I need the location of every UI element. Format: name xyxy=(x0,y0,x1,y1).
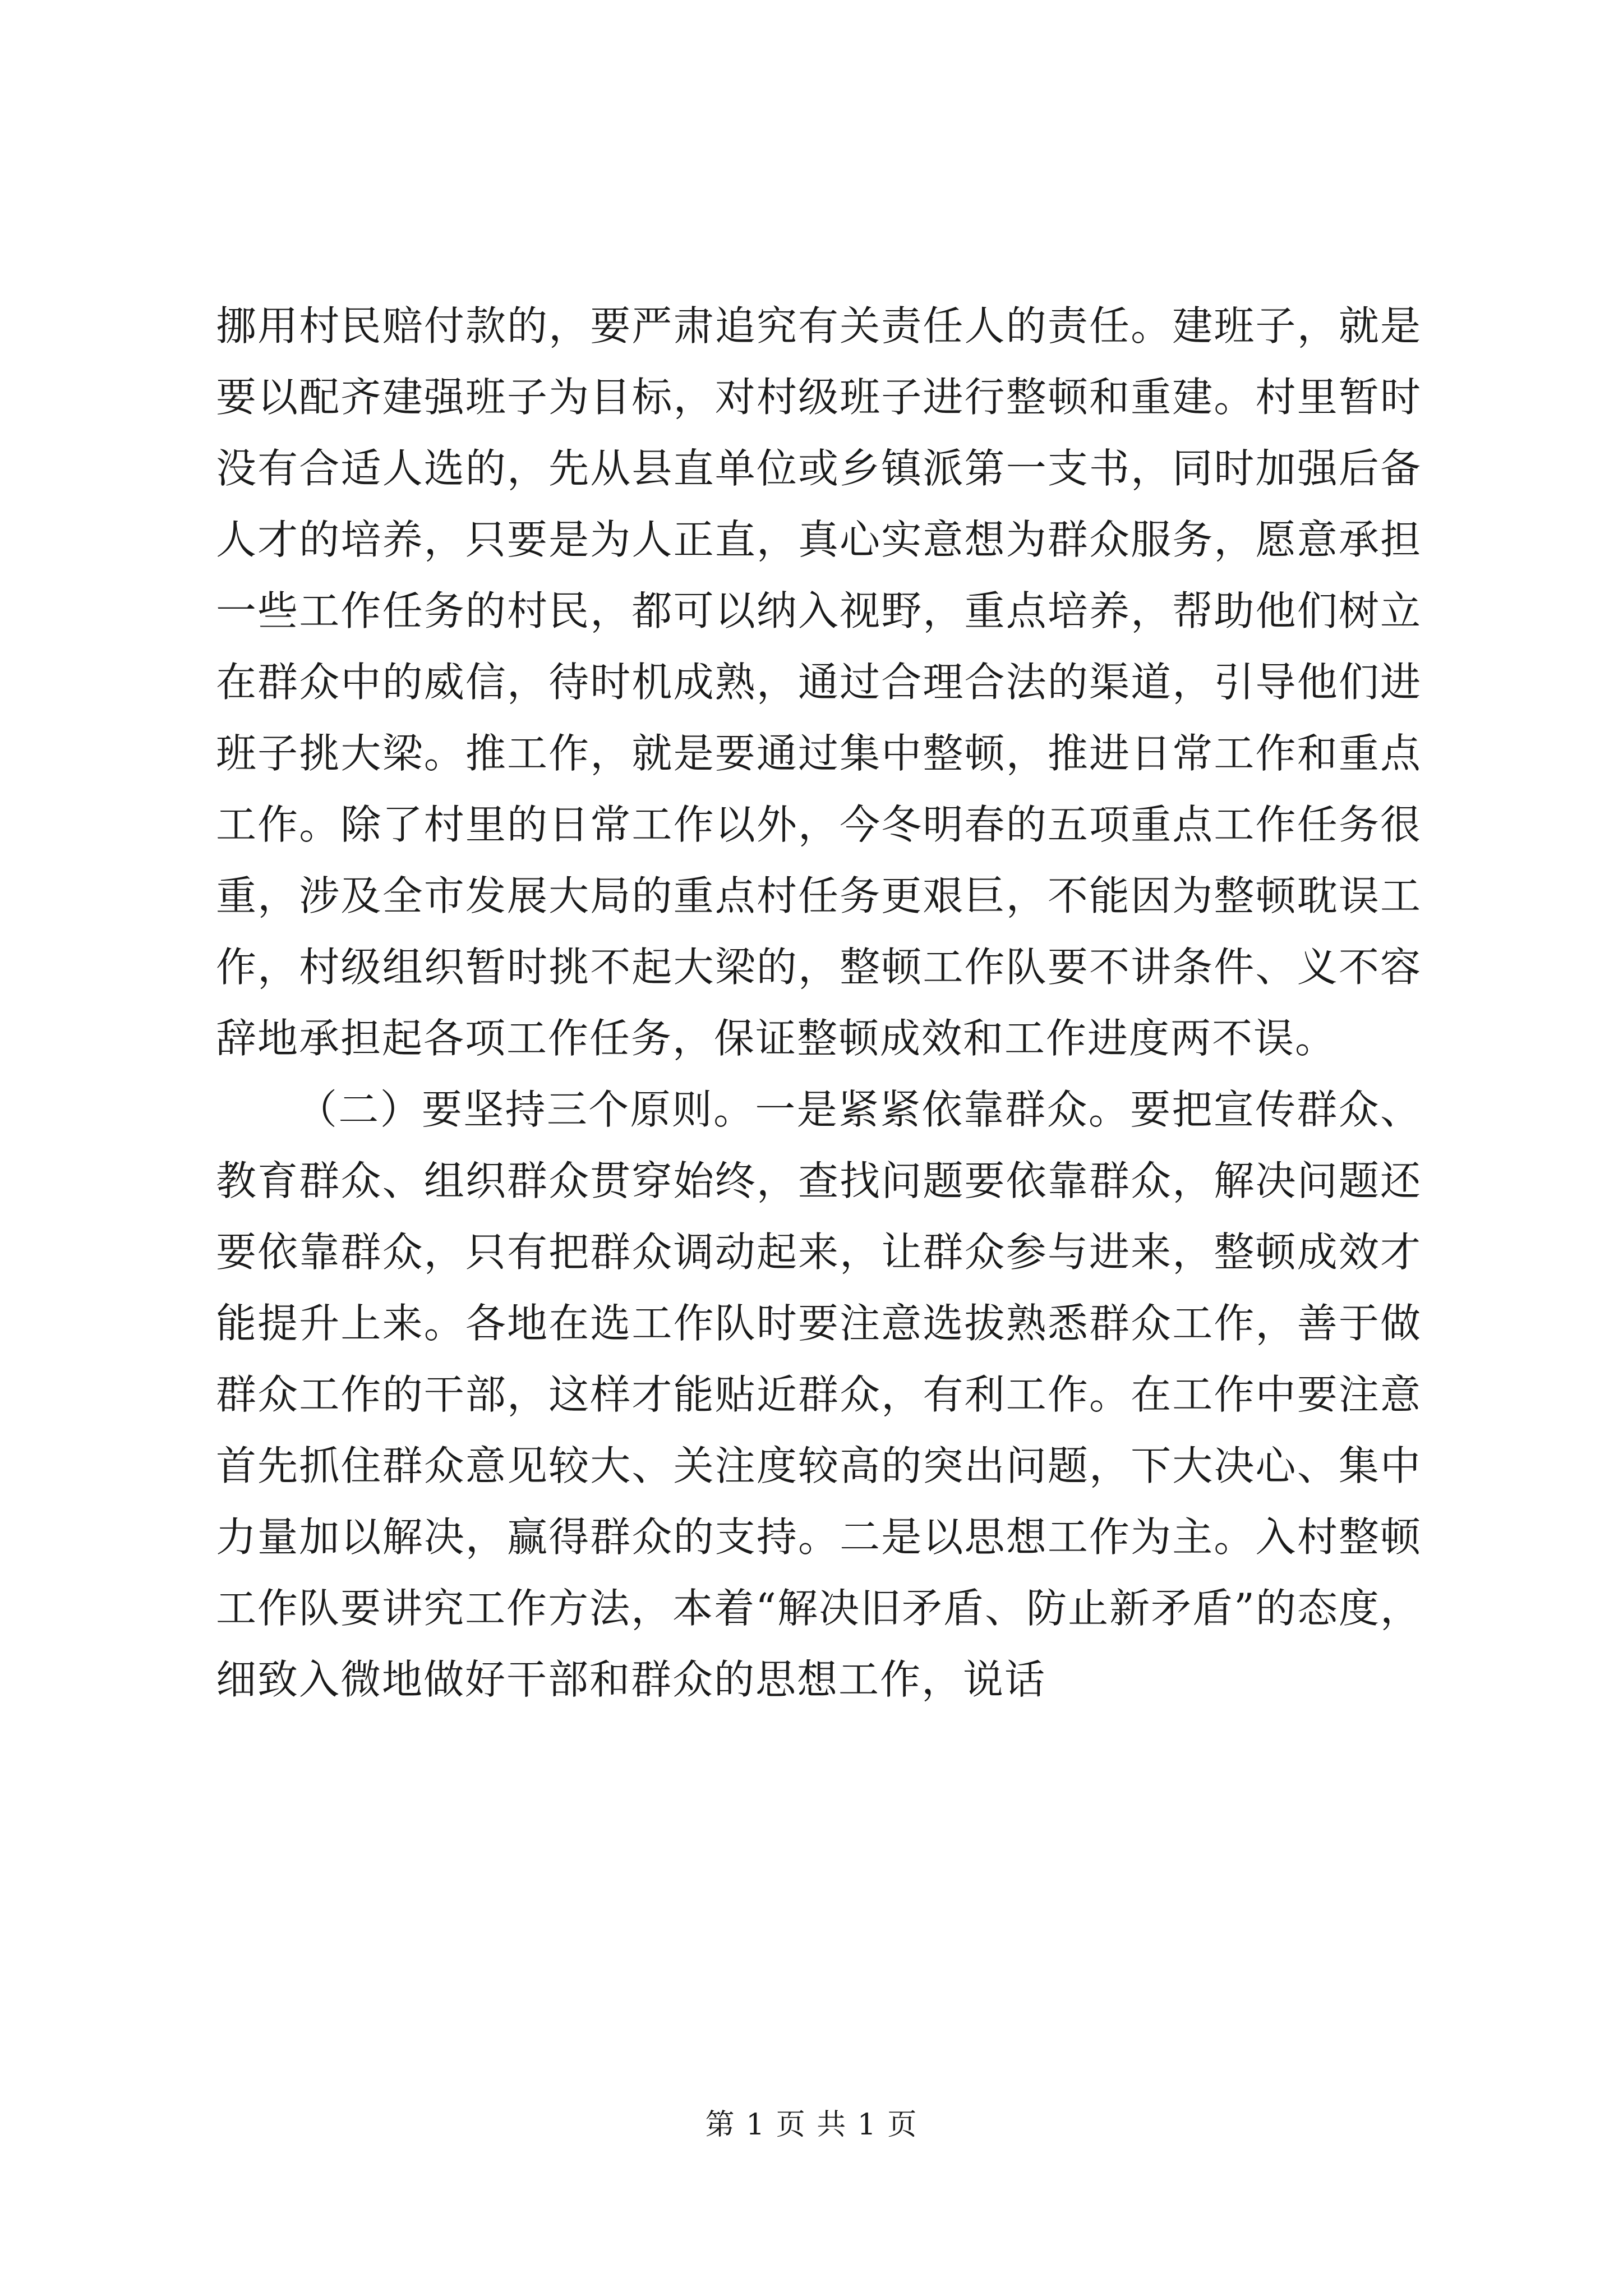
document-body xyxy=(216,291,1422,1715)
page-footer: 第 1 页 共 1 页 xyxy=(705,2108,918,2142)
paragraph-continued: 挪用村民赔付款的，要严肃追究有关责任人的责任。建班子，就是要以配齐建强班子为目标，对村级班子进行整顿和重建。村里暂时没有合适人选的，先从县直单位或乡镇派第一支书，同时加强后备人才的培养，只要是为人正直，真心实意想为群众服务，愿意承担一些工作任务的村民，都可以纳入视野，重点培养，帮助他们树立在群众中的威信，待时机成熟，通过合理合法的渠道，引导他们进班子挑大梁。推工作，就是要通过集中整顿，推进日常工作和重点工作。除了村里的日常工作以外，今冬明春的五项重点工作任务很重，涉及全市发展大局的重点村任务更艰巨，不能因为整顿耽误工作，村级组织暂时挑不起大梁的，整顿工作队要不讲条件、义不容辞地承担起各项工作任务，保证整顿成效和工作进度两不误。 xyxy=(216,302,1422,1062)
paragraph-section-two: （二）要坚持三个原则。一是紧紧依靠群众。要把宣传群众、教育群众、组织群众贯穿始终，查找问题要依靠群众，解决问题还要依靠群众，只有把群众调动起来，让群众参与进来，整顿成效才能提升上来。各地在选工作队时要注意选拔熟悉群众工作，善于做群众工作的干部，这样才能贴近群众，有利工作。在工作中要注意首先抓住群众意见较大、关注度较高的突出问题，下大决心、集中力量加以解决，赢得群众的支持。二是以思想工作为主。入村整顿工作队要讲究工作方法，本着“解决旧矛盾、防止新矛盾”的态度，细致入微地做好干部和群众的思想工作，说话 xyxy=(216,1086,1422,1703)
